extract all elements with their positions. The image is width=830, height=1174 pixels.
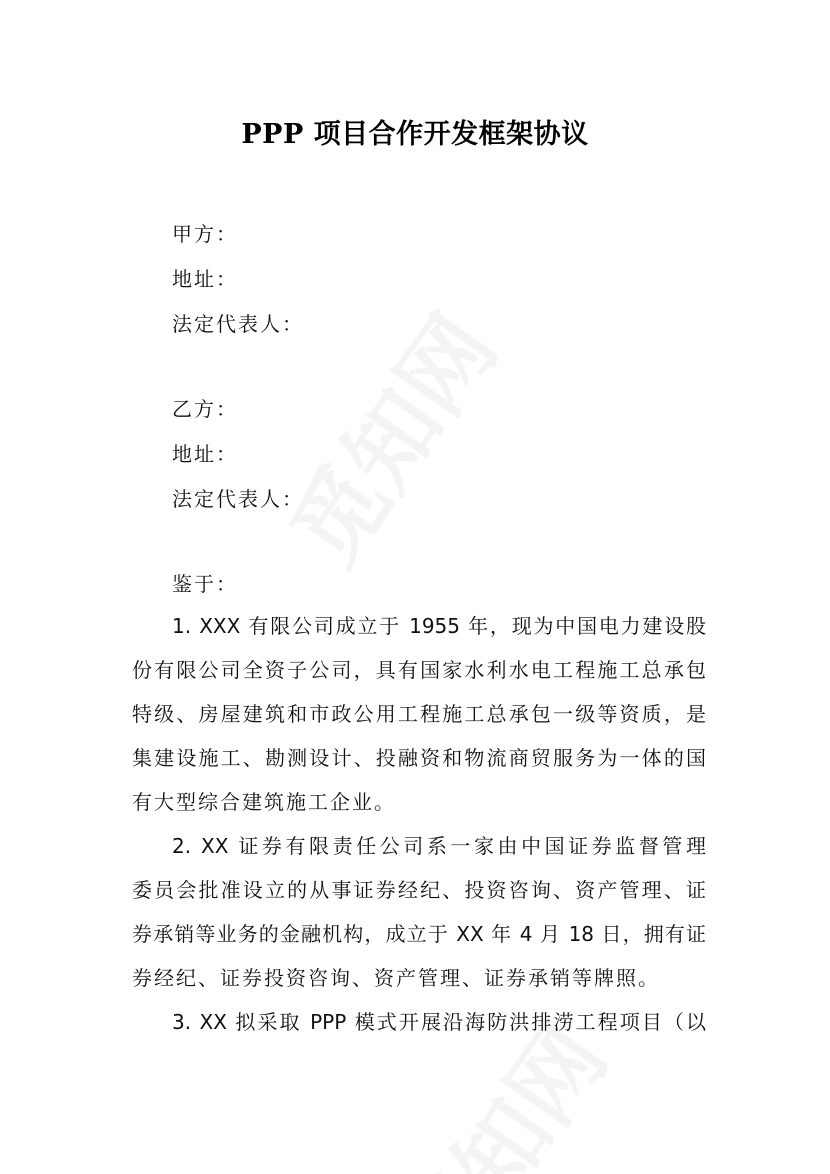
party-b-label: 乙方： xyxy=(172,397,238,421)
clause-2-line: 2. XX 证券有限责任公司系一家由中国证券监督管理 xyxy=(172,834,706,858)
document-title: PPP 项目合作开发框架协议 xyxy=(241,119,589,150)
clause-2-line: 券经纪、证券投资咨询、资产管理、证券承销等牌照。 xyxy=(132,966,660,990)
party-b-address-label: 地址： xyxy=(172,442,238,466)
clause-2-line: 委员会批准设立的从事证券经纪、投资咨询、资产管理、证 xyxy=(132,878,706,902)
party-b-representative-label: 法定代表人： xyxy=(172,487,304,511)
clause-1-line: 份有限公司全资子公司，具有国家水利水电工程施工总承包 xyxy=(132,658,706,682)
clause-2-line: 券承销等业务的金融机构，成立于 XX 年 4 月 18 日，拥有证 xyxy=(132,922,706,946)
party-a-representative-label: 法定代表人： xyxy=(172,312,304,336)
clause-1-line: 有大型综合建筑施工企业。 xyxy=(132,790,396,814)
party-a-label: 甲方： xyxy=(172,222,238,246)
clause-1-line: 1. XXX 有限公司成立于 1955 年，现为中国电力建设股 xyxy=(172,614,706,638)
whereas-label: 鉴于： xyxy=(172,572,238,596)
party-a-address-label: 地址： xyxy=(172,267,238,291)
clause-1-line: 集建设施工、勘测设计、投融资和物流商贸服务为一体的国 xyxy=(132,746,706,770)
clause-3-line: 3. XX 拟采取 PPP 模式开展沿海防洪排涝工程项目（以 xyxy=(172,1010,706,1034)
clause-1-line: 特级、房屋建筑和市政公用工程施工总承包一级等资质，是 xyxy=(132,702,706,726)
